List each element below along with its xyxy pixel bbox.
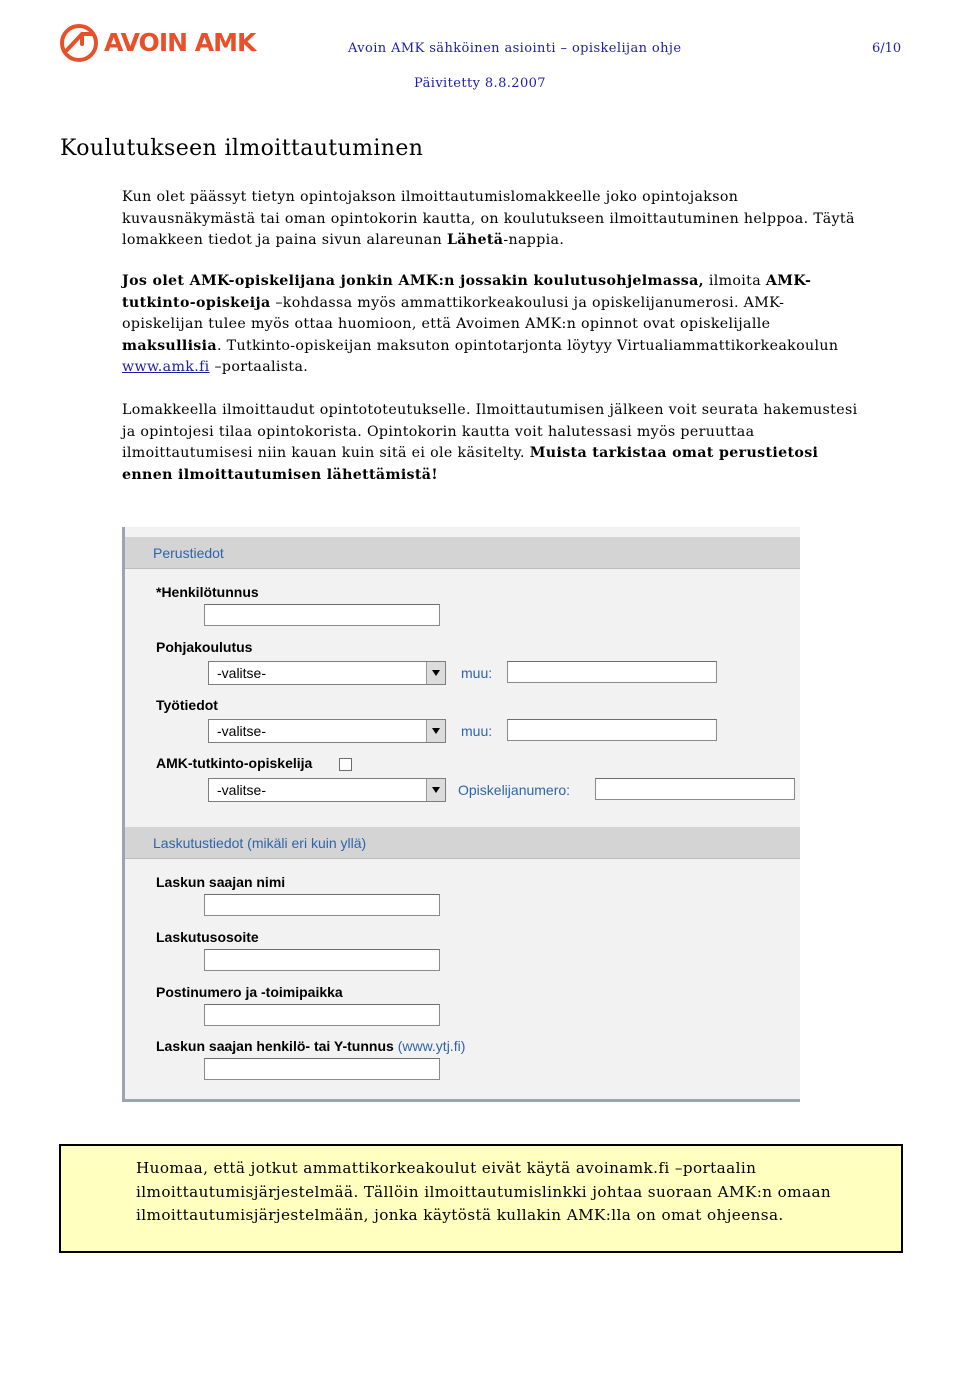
amk-portal-link[interactable]: www.amk.fi — [122, 359, 210, 375]
ytunnus-input[interactable] — [204, 1058, 440, 1080]
amk-school-select[interactable]: -valitse- — [208, 778, 446, 802]
updated-date: Päivitetty 8.8.2007 — [414, 76, 546, 91]
laskun-saaja-label: Laskun saajan nimi — [156, 874, 286, 890]
page-number: 6/10 — [872, 41, 902, 56]
opiskelijanumero-label: Opiskelijanumero: — [458, 782, 571, 798]
postinumero-label: Postinumero ja -toimipaikka — [156, 984, 343, 1000]
registration-form-screenshot — [122, 527, 800, 1102]
laskutusosoite-label: Laskutusosoite — [156, 929, 259, 945]
laskutusosoite-input[interactable] — [204, 949, 440, 971]
note-box — [59, 1144, 903, 1253]
section-header-laskutustiedot: Laskutustiedot (mikäli eri kuin yllä) — [125, 827, 800, 859]
page-title: Koulutukseen ilmoittautuminen — [60, 136, 424, 161]
chevron-down-icon — [426, 662, 445, 684]
ytunnus-label: Laskun saajan henkilö- tai Y-tunnus (www.ytj.fi) — [156, 1038, 466, 1054]
amk-opiskelija-label: AMK-tutkinto-opiskelija — [156, 755, 313, 771]
section-header-perustiedot: Perustiedot — [125, 537, 800, 569]
avoin-amk-logo-icon — [58, 22, 102, 64]
pohjakoulutus-muu-input[interactable] — [507, 661, 717, 683]
intro-paragraph: Kun olet päässyt tietyn opintojakson ilmoittautumislomakkeelle joko opintojakson kuvausnäkymästä tai oman opintokorin kautta, on koulutukseen ilmoittautuminen helppoa. Täytä lomakkeen tiedot ja paina sivun alareunan Lähetä-nappia. — [122, 189, 855, 248]
form-info-paragraph: Lomakkeella ilmoittaudut opintototeutukselle. Ilmoittautumisen jälkeen voit seurata hakemustesi ja opintojesi tilaa opintokorista. Opintokorin kautta voit halutessasi myös peruuttaa ilmoittautumisesi niin kauan kuin sitä ei ole käsitelty. Muista tarkistaa omat perustietosi ennen ilmoittautumisen lähettämistä! — [122, 402, 858, 483]
amk-student-paragraph: Jos olet AMK-opiskelijana jonkin AMK:n jossakin koulutusohjelmassa, ilmoita AMK-tutkinto-opiskeija –kohdassa myös ammattikorkeakoulusi ja opiskelijanumerosi. AMK- opiskelijan tulee myös ottaa huomioon, että Avoimen AMK:n opinnot ovat opiskelijalle maksullisia. Tutkinto-opiskeijan maksuton opintotarjonta löytyy Virtualiammattikorkeakoulun www.amk.fi –portaalista. — [122, 273, 839, 375]
note-text: Huomaa, että jotkut ammattikorkeakoulut eivät käytä avoinamk.fi –portaalin ilmoittautumisjärjestelmää. Tällöin ilmoittautumislinkki johtaa suoraan AMK:n omaan ilmoittautumisjärjestelmään, jonka käytöstä kullakin AMK:lla on omat ohjeensa. — [136, 1159, 832, 1224]
muu-label-1: muu: — [461, 665, 493, 681]
postinumero-input[interactable] — [204, 1004, 440, 1026]
ytj-link[interactable]: (www.ytj.fi) — [397, 1038, 466, 1054]
document-title: Avoin AMK sähköinen asiointi – opiskelijan ohje — [348, 41, 682, 56]
logo-text: AVOIN AMK — [104, 28, 256, 57]
henkilotunnus-label: *Henkilötunnus — [156, 584, 259, 600]
henkilotunnus-input[interactable] — [204, 604, 440, 626]
chevron-down-icon — [426, 779, 445, 801]
pohjakoulutus-label: Pohjakoulutus — [156, 639, 253, 655]
tyotiedot-label: Työtiedot — [156, 697, 218, 713]
tyotiedot-select[interactable]: -valitse- — [208, 719, 446, 743]
muu-label-2: muu: — [461, 723, 493, 739]
amk-opiskelija-checkbox[interactable] — [339, 758, 352, 771]
pohjakoulutus-select[interactable]: -valitse- — [208, 661, 446, 685]
opiskelijanumero-input[interactable] — [595, 778, 795, 800]
tyotiedot-muu-input[interactable] — [507, 719, 717, 741]
laskun-saaja-input[interactable] — [204, 894, 440, 916]
chevron-down-icon — [426, 720, 445, 742]
